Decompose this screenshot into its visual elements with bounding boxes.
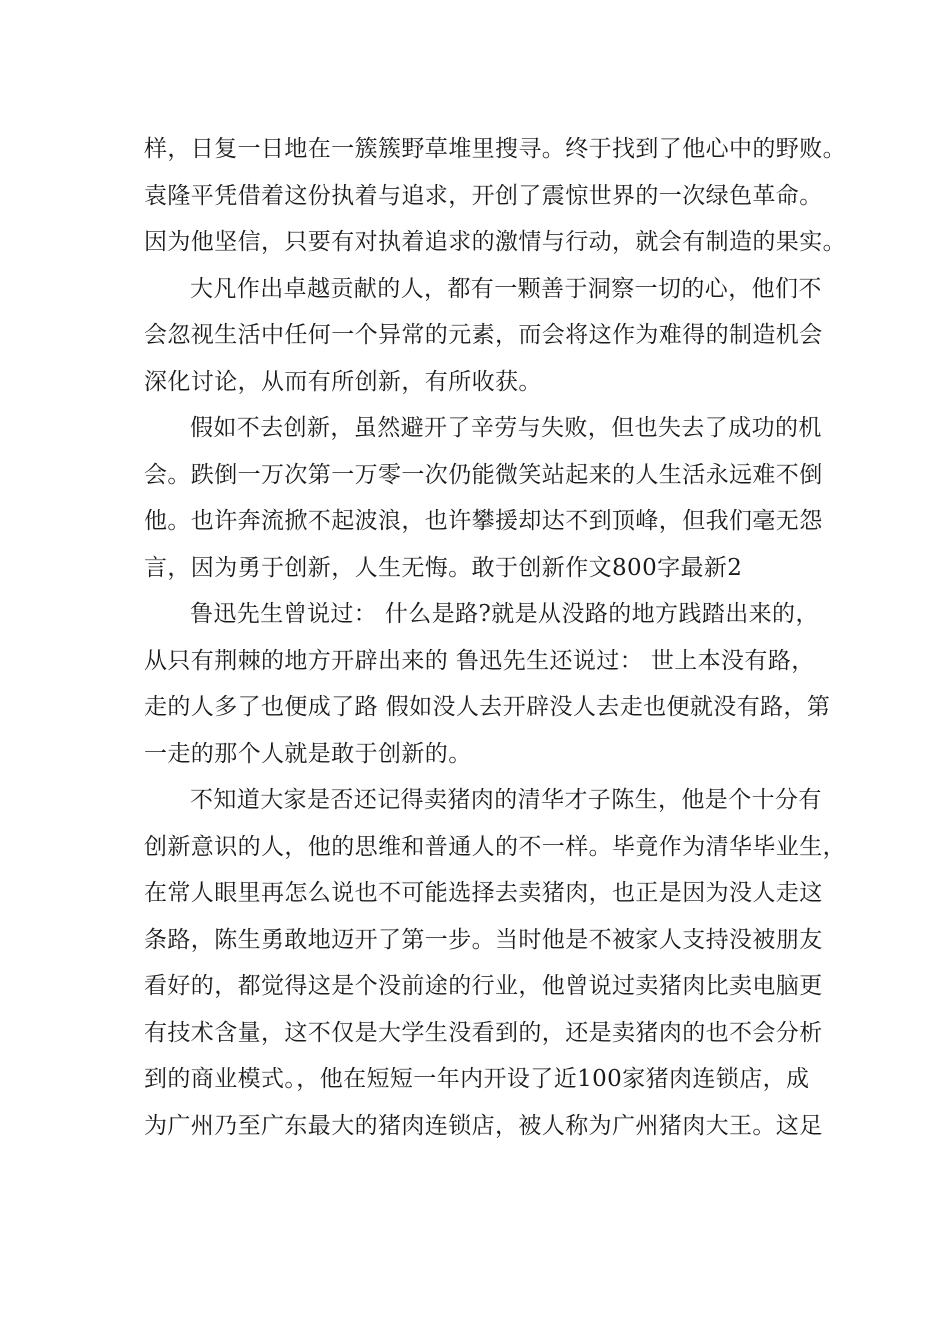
text-line: 言，因为勇于创新，人生无悔。敢于创新作文800字最新2 — [144, 554, 743, 581]
text-line: 样，日复一日地在一簇簇野草堆里搜寻。终于找到了他心中的野败。 — [144, 136, 846, 162]
text-line: 因为他坚信，只要有对执着追求的激情与行动，就会有制造的果实。 — [144, 229, 846, 255]
text-line: 他。也许奔流掀不起波浪，也许攀援却达不到顶峰，但我们毫无怨 — [144, 508, 823, 534]
text-line: 会。跌倒一万次第一万零一次仍能微笑站起来的人生活永远难不倒 — [144, 461, 823, 488]
paragraph-start-line: 大凡作出卓越贡献的人，都有一颗善于洞察一切的心，他们不 — [190, 275, 822, 302]
text-line: 袁隆平凭借着这份执着与追求，开创了震惊世界的一次绿色革命。 — [144, 182, 823, 209]
text-line: 看好的，都觉得这是个没前途的行业，他曾说过卖猪肉比卖电脑更 — [144, 973, 823, 999]
text-line: 条路，陈生勇敢地迈开了第一步。当时他是不被家人支持没被朋友 — [144, 926, 823, 953]
text-line: 为广州乃至广东最大的猪肉连锁店，被人称为广州猪肉大王。这足 — [144, 1112, 823, 1139]
text-line: 从只有荆棘的地方开辟出来的 鲁迅先生还说过： 世上本没有路， — [144, 647, 815, 674]
text-line: 到的商业模式。，他在短短一年内开设了近100家猪肉连锁店，成 — [144, 1066, 810, 1092]
paragraph-start-line: 不知道大家是否还记得卖猪肉的清华才子陈生，他是个十分有 — [190, 787, 822, 813]
text-line: 有技术含量，这不仅是大学生没看到的，还是卖猪肉的也不会分析 — [144, 1019, 823, 1046]
document-body — [144, 126, 846, 1149]
paragraph-start-line: 鲁迅先生曾说过： 什么是路?就是从没路的地方践踏出来的， — [190, 601, 819, 627]
text-line: 深化讨论，从而有所创新，有所收获。 — [144, 368, 542, 395]
text-line: 走的人多了也便成了路 假如没人去开辟没人去走也便就没有路，第 — [144, 694, 831, 720]
text-line: 一走的那个人就是敢于创新的。 — [144, 740, 472, 767]
text-line: 创新意识的人，他的思维和普通人的不一样。毕竟作为清华毕业生， — [144, 833, 846, 860]
text-line: 会忽视生活中任何一个异常的元素，而会将这作为难得的制造机会 — [144, 322, 823, 348]
text-line: 在常人眼里再怎么说也不可能选择去卖猪肉，也正是因为没人走这 — [144, 880, 823, 906]
paragraph-start-line: 假如不去创新，虽然避开了辛劳与失败，但也失去了成功的机 — [190, 415, 822, 441]
